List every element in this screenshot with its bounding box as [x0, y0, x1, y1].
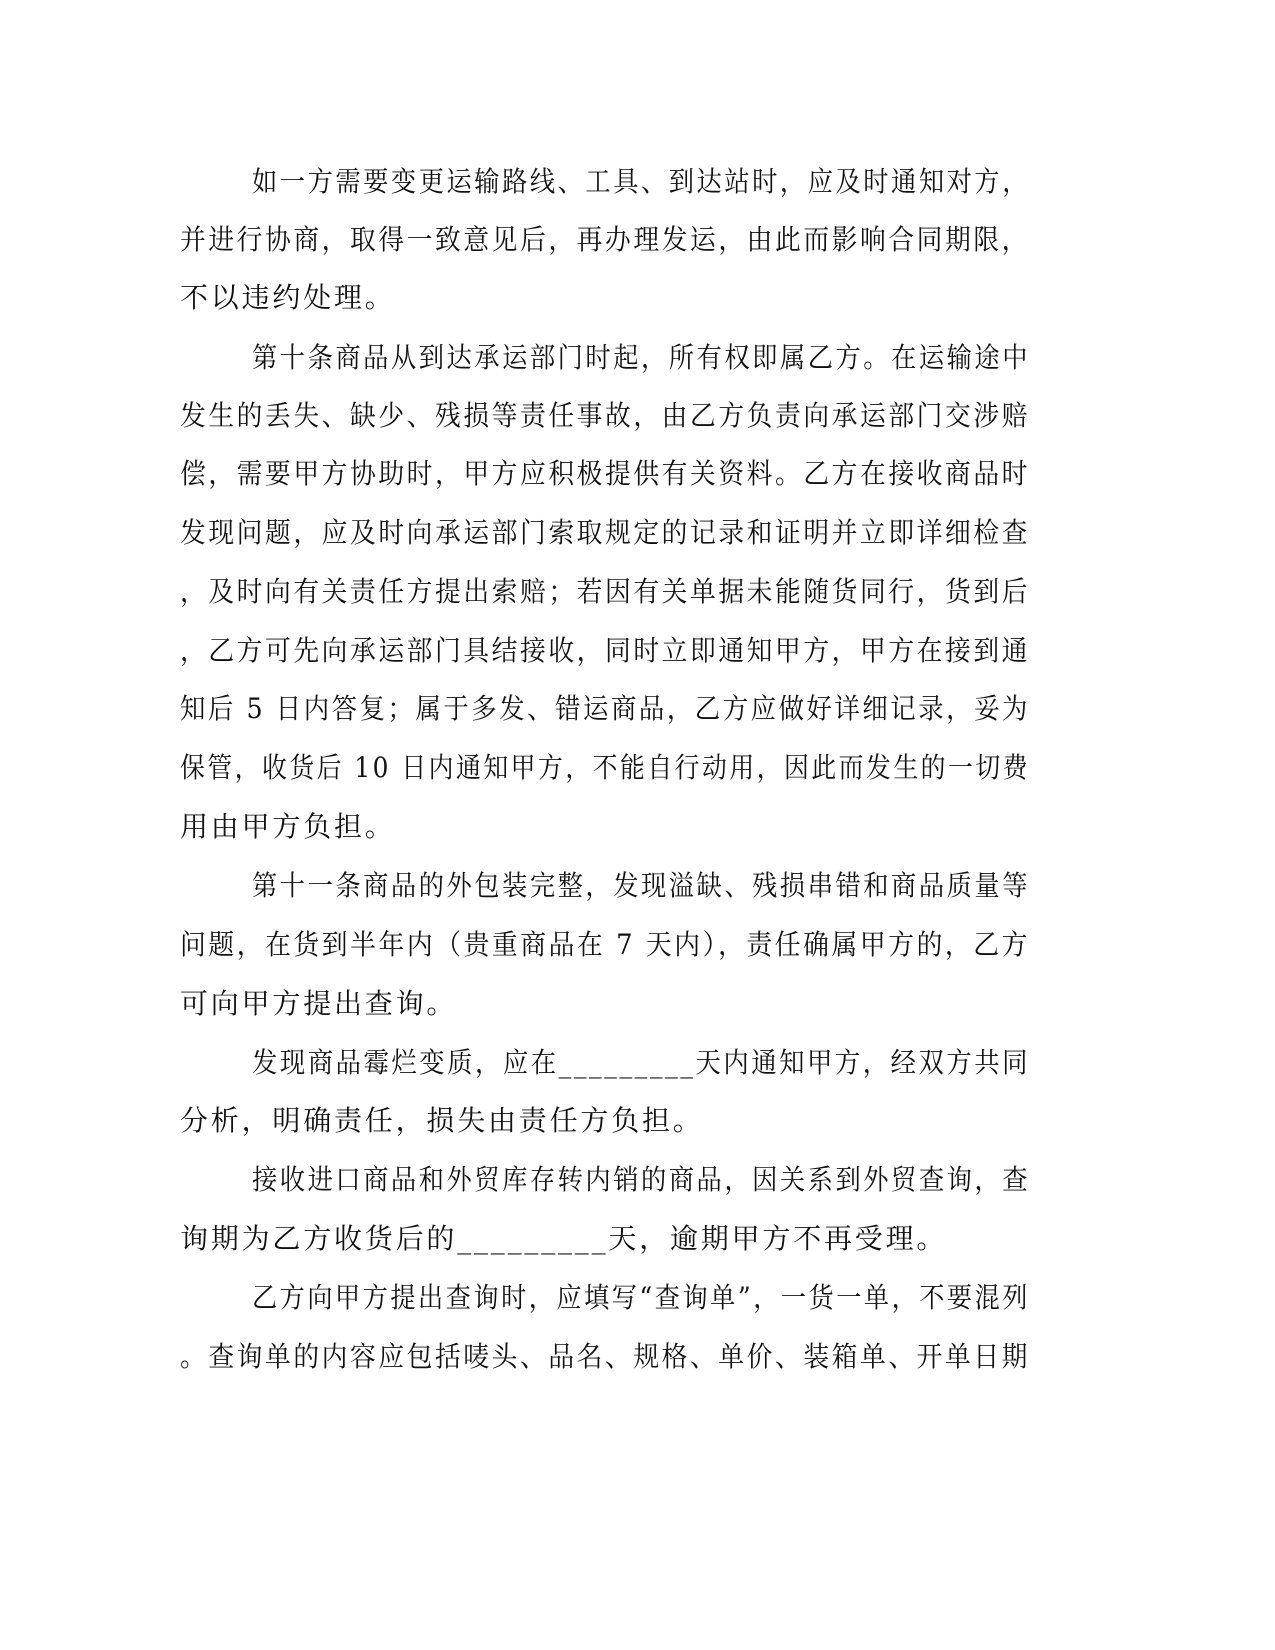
text-line [0, 338, 1275, 378]
text-line-content: 发现问题，应及时向承运部门索取规定的记录和证明并立即详细检查 [180, 516, 1031, 549]
text-line [0, 278, 1275, 318]
text-line [0, 572, 1275, 612]
text-line-content: 发生的丢失、缺少、残损等责任事故，由乙方负责向承运部门交涉赔 [180, 399, 1031, 432]
text-line [0, 866, 1275, 906]
text-line [0, 1219, 1275, 1259]
text-line [0, 689, 1275, 729]
text-line-content: 接收进口商品和外贸库存转内销的商品，因关系到外贸查询，查 [252, 1163, 1030, 1196]
text-line [0, 807, 1275, 847]
text-line [0, 748, 1275, 788]
text-line-content: 。查询单的内容应包括唛头、品名、规格、单价、装箱单、开单日期 [180, 1340, 1031, 1373]
text-line [0, 631, 1275, 671]
text-line [0, 220, 1275, 260]
text-line-content: 并进行协商，取得一致意见后，再办理发运，由此而影响合同期限， [180, 223, 1031, 256]
text-line-content: 乙方向甲方提出查询时，应填写“查询单”，一货一单，不要混列 [252, 1281, 1030, 1314]
text-line-content: 问题，在货到半年内（贵重商品在 7 天内），责任确属甲方的，乙方 [180, 928, 1031, 961]
text-line-content: 第十一条商品的外包装完整，发现溢缺、残损串错和商品质量等 [252, 869, 1030, 902]
text-line [0, 162, 1275, 202]
text-line-content: 发现商品霉烂变质，应在_________天内通知甲方，经双方共同 [252, 1046, 1031, 1079]
text-line [0, 1101, 1275, 1141]
text-line-content: 如一方需要变更运输路线、工具、到达站时，应及时通知对方， [252, 165, 1030, 198]
text-line-content: 偿，需要甲方协助时，甲方应积极提供有关资料。乙方在接收商品时 [180, 457, 1031, 490]
text-line [0, 454, 1275, 494]
text-line [0, 1337, 1275, 1377]
text-line [0, 396, 1275, 436]
text-line-content: 分析，明确责任，损失由责任方负担。 [180, 1104, 704, 1137]
text-line-content: 保管，收货后 10 日内通知甲方，不能自行动用，因此而发生的一切费 [180, 751, 1030, 784]
text-line [0, 513, 1275, 553]
text-line-content: ，乙方可先向承运部门具结接收，同时立即通知甲方，甲方在接到通 [180, 634, 1031, 667]
text-line-content: 可向甲方提出查询。 [180, 987, 458, 1020]
text-line-content: 第十条商品从到达承运部门时起，所有权即属乙方。在运输途中 [252, 341, 1030, 374]
text-line-content: 不以违约处理。 [180, 281, 396, 314]
text-line [0, 1160, 1275, 1200]
text-line [0, 1278, 1275, 1318]
text-line [0, 984, 1275, 1024]
text-line-content: 用由甲方负担。 [180, 810, 396, 843]
text-line-content: 知后 5 日内答复；属于多发、错运商品，乙方应做好详细记录，妥为 [180, 692, 1030, 725]
text-line-content: ，及时向有关责任方提出索赔；若因有关单据未能随货同行，货到后 [180, 575, 1031, 608]
text-line [0, 1043, 1275, 1083]
text-line-content: 询期为乙方收货后的_________天，逾期甲方不再受理。 [180, 1222, 948, 1255]
text-line [0, 925, 1275, 965]
